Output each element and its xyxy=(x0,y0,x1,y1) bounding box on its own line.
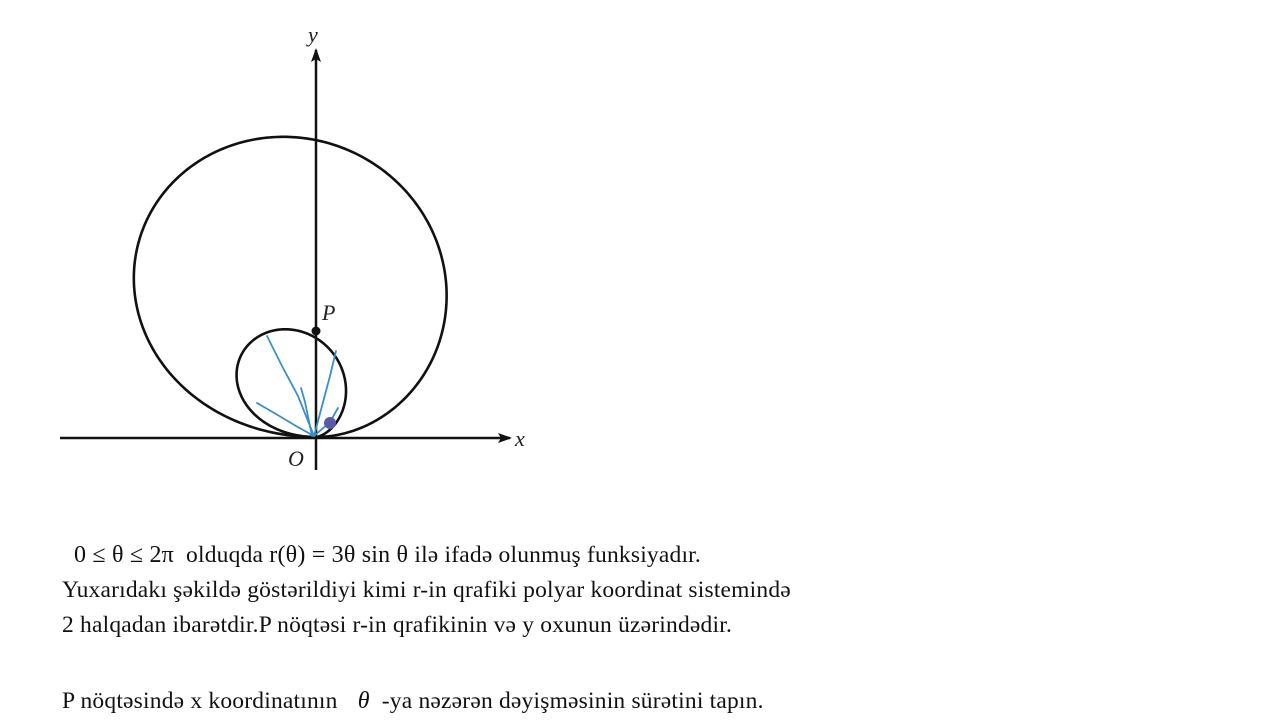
annotation-dot xyxy=(324,417,336,429)
question-start: P nöqtəsində x koordinatının xyxy=(62,688,338,714)
y-axis-label: y xyxy=(308,22,318,47)
problem-line-3: 2 halqadan ibarətdir.P nöqtəsi r-in qrafikinin və y oxunun üzərindədir. xyxy=(62,612,733,638)
x-axis-label: x xyxy=(515,426,525,451)
problem-line-1-end: ilə ifadə olunmuş funksiyadır. xyxy=(414,542,701,568)
problem-statement xyxy=(62,538,791,643)
question xyxy=(62,684,764,719)
point-p-marker xyxy=(312,327,321,336)
question-end: -ya nəzərən dəyişməsinin sürətini tapın. xyxy=(381,688,764,714)
point-p-label: P xyxy=(322,300,336,325)
domain-expression: 0 ≤ θ ≤ 2π xyxy=(74,542,174,568)
problem-line-2: Yuxarıdakı şəkildə göstərildiyi kimi r-in qrafiki polyar koordinat sistemində xyxy=(62,577,791,603)
function-expression: r(θ) = 3θ sin θ xyxy=(269,542,409,568)
polar-graph xyxy=(0,0,560,500)
question-theta: θ xyxy=(357,688,370,714)
problem-line-1 xyxy=(62,538,791,573)
problem-line-1-mid: olduqda xyxy=(186,542,264,568)
origin-label: O xyxy=(288,446,304,471)
outer-loop-curve xyxy=(134,137,447,437)
